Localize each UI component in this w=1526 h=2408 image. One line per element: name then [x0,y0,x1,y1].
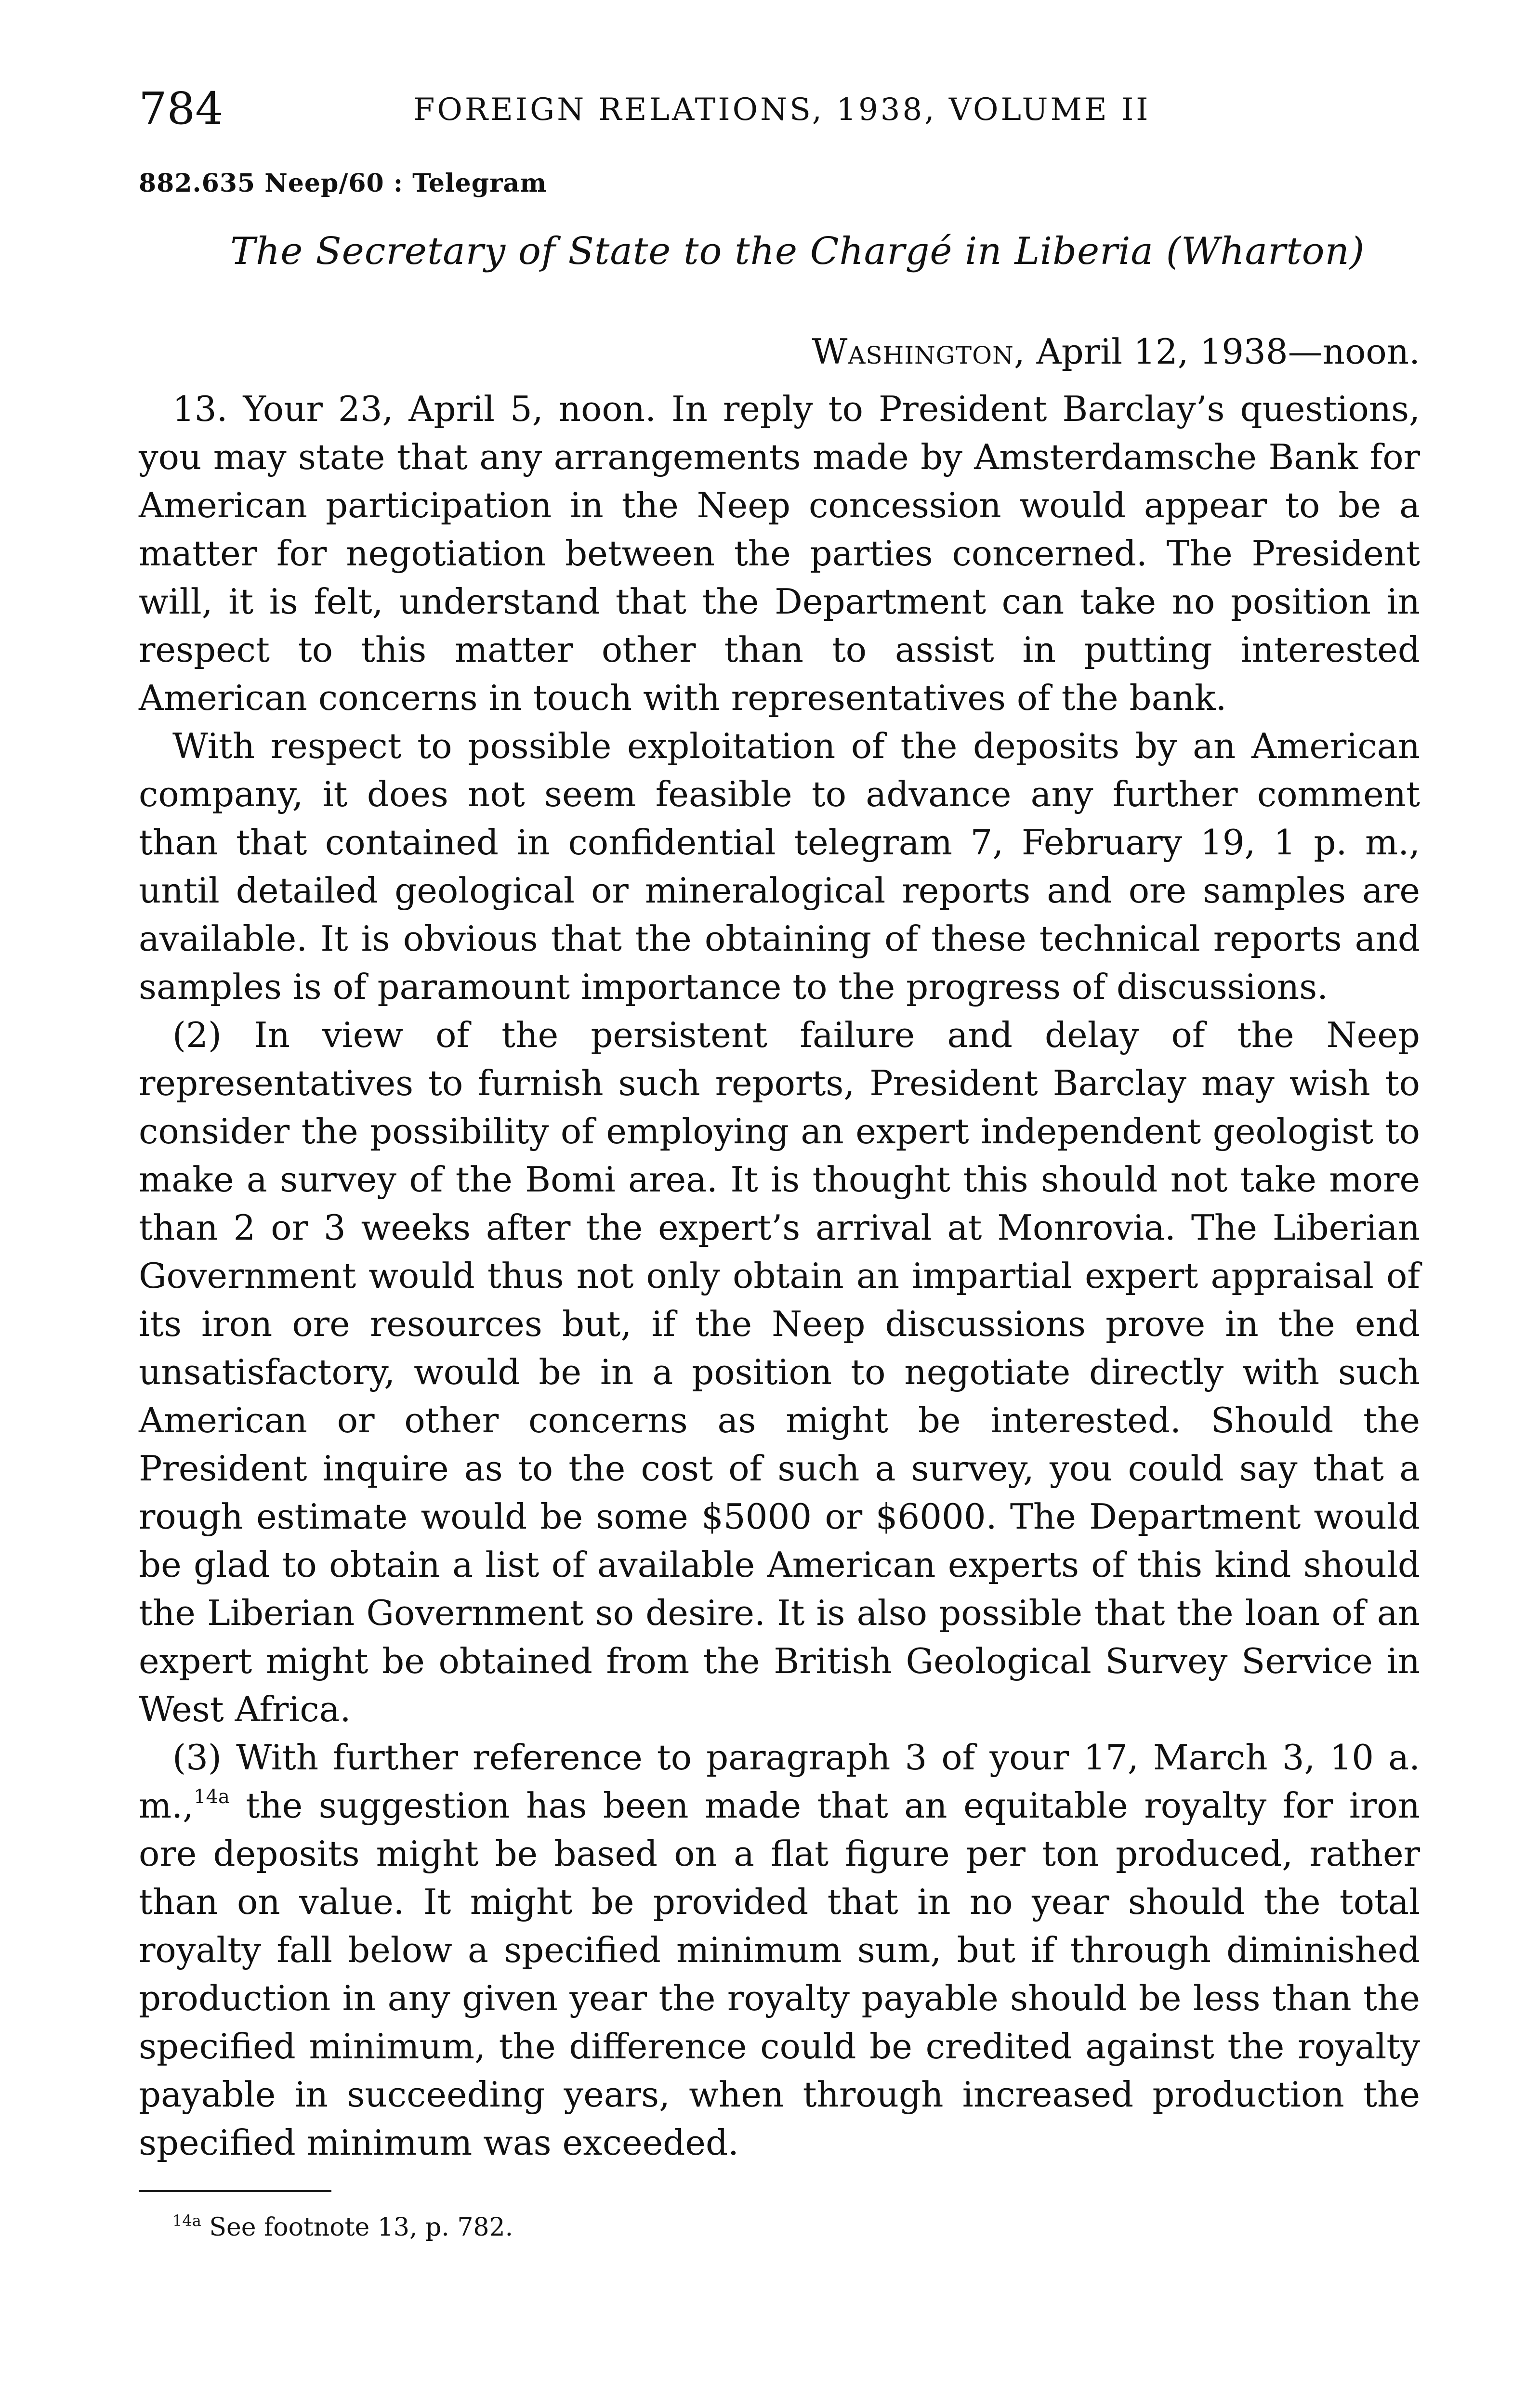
footnote-divider [139,2190,331,2192]
dateline-place: Washington, [812,331,1026,372]
paragraph: (2) In view of the persistent failure and delay of the Neep representatives to furnish such reports, President Barclay may wish to consider the possibility of employing an expert independent geologist to make a survey of the Bomi area. It is thought this should not take more than 2 or 3 weeks after the expert’s arrival at Monrovia. The Liberian Government would thus not only obtain an impartial expert appraisal of its iron ore resources but, if the Neep discussions prove in the end unsatisfactory, would be in a position to negotiate directly with such American or other concerns as might be interested. Should the President inquire as to the cost of such a survey, you could say that a rough estimate would be some $5000 or $6000. The Department would be glad to obtain a list of available American experts of this kind should the Liberian Government so desire. It is also possible that the loan of an expert might be obtained from the British Geological Survey Service in West Africa. [139,1015,1420,1730]
telegram-body [139,385,1420,2167]
paragraph: With respect to possible exploitation of the deposits by an American company, it does not seem feasible to advance any further comment than that contained in confidential telegram 7, February 19, 1 p. m., until detailed geological or mineralogical reports and ore samples are available. It is obvious that the obtaining of these technical reports and samples is of paramount importance to the progress of discussions. [139,726,1420,1008]
paragraph-3-rest: the suggestion has been made that an equitable royalty for iron ore deposits might be based on a flat figure per ton produced, rather than on value. It might be provided that in no year should the total royalty fall below a specified minimum sum, but if through diminished production in any given year the royalty payable should be less than the specified minimum, the difference could be credited against the royalty payable in succeeding years, when through increased production the specified minimum was exceeded. [139,1785,1420,2163]
footnote-text: See footnote 13, p. 782. [201,2213,513,2242]
running-head [139,72,1420,149]
file-reference: 882.635 Neep/60 : Telegram [139,169,547,198]
paragraph-3 [139,1733,1420,2167]
dateline [139,331,1420,372]
footnote-marker: 14a [172,2212,201,2230]
document-heading: The Secretary of State to the Chargé in Liberia (Wharton) [230,230,1365,274]
footnote [172,2212,1420,2244]
running-title: FOREIGN RELATIONS, 1938, VOLUME II [413,92,1151,128]
document-page [139,72,1420,2244]
page-number: 784 [139,83,224,134]
dateline-date: April 12, 1938—noon. [1036,331,1420,372]
paragraph: 13. Your 23, April 5, noon. In reply to President Barclay’s questions, you may state that any arrangements made by Amsterdamsche Bank for American participation in the Neep concession would appear to be a matter for negotiation between the parties concerned. The President will, it is felt, understand that the Department can take no position in respect to this matter other than to assist in putting interested American concerns in touch with representatives of the bank. [139,389,1420,719]
paragraph-3-start: (3) With further reference to paragraph 3 of your 17, March 3, 10 a. m., [139,1737,1420,1826]
footnote-reference: 14a [194,1786,230,1808]
